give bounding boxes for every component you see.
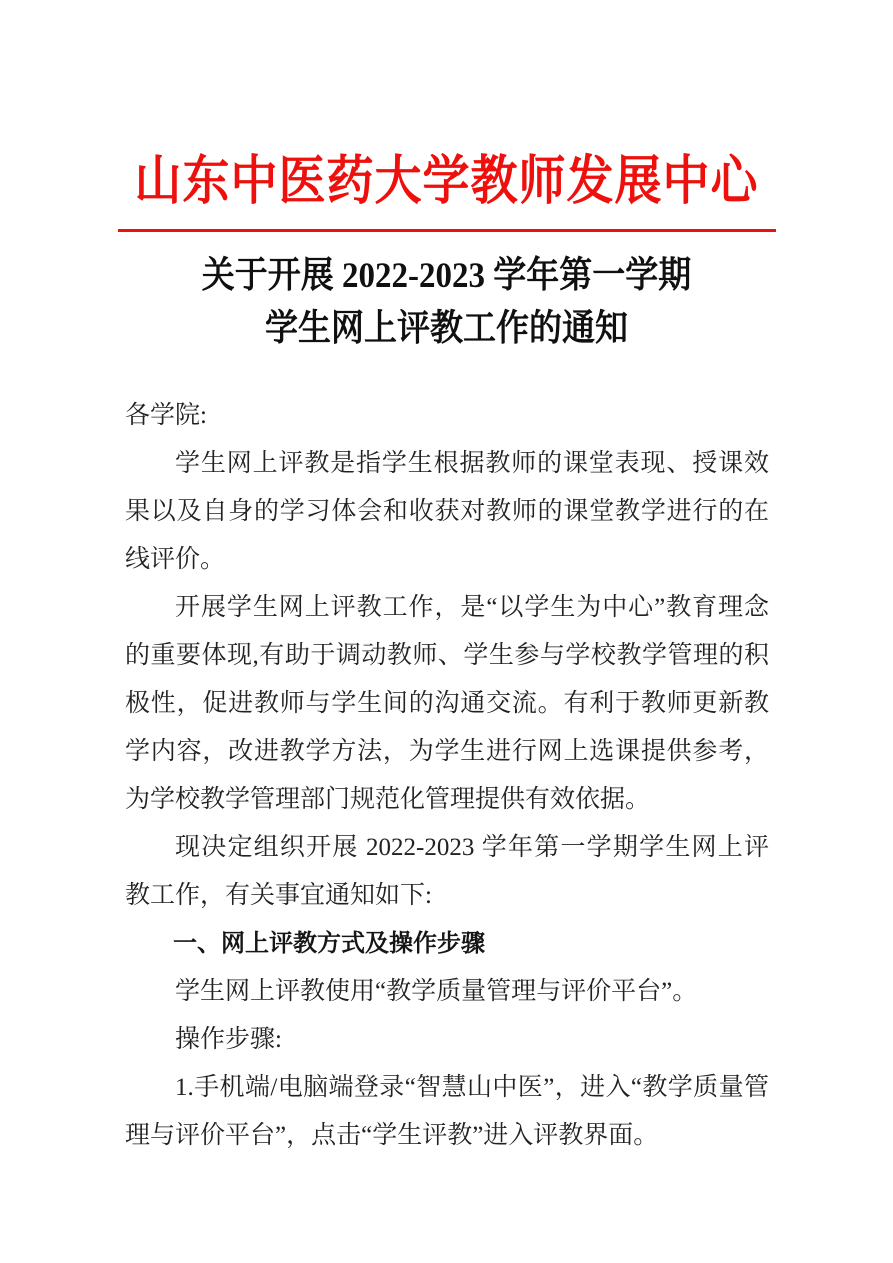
- doc-title-line1: [0, 250, 893, 303]
- letterhead-rule: [118, 229, 776, 232]
- letterhead-title: [0, 0, 893, 210]
- doc-title-line2: [0, 303, 893, 356]
- paragraph-purpose: 开展学生网上评教工作，是“以学生为中心”教育理念的重要体现,有助于调动教师、学生参与学校教学管理的积极性，促进教师与学生间的沟通交流。有利于教师更新教学内容，改进教学方法，为学生进行网上选课提供参考，为学校教学管理部门规范化管理提供有效依据。: [125, 594, 769, 813]
- paragraph-step-1: 1.手机端/电脑端登录“智慧山中医”，进入“教学质量管理与评价平台”，点击“学生评教”进入评教界面。: [125, 1074, 769, 1149]
- doc-title-line1-text: 关于开展 2022-2023 学年第一学期: [201, 256, 692, 296]
- paragraph-decision: 现决定组织开展 2022-2023 学年第一学期学生网上评教工作，有关事宜通知如下:: [125, 834, 769, 909]
- paragraph-steps-label: 操作步骤:: [175, 1026, 282, 1053]
- doc-body: [125, 392, 769, 1160]
- paragraph-platform: 学生网上评教使用“教学质量管理与评价平台”。: [175, 978, 698, 1005]
- paragraph-definition: 学生网上评教是指学生根据教师的课堂表现、授课效果以及自身的学习体会和收获对教师的课堂教学进行的在线评价。: [125, 450, 769, 573]
- salutation: 各学院:: [125, 402, 207, 429]
- letterhead-title-text: 山东中医药大学教师发展中心: [134, 152, 759, 212]
- doc-title-line2-text: 学生网上评教工作的通知: [265, 309, 628, 349]
- section-heading: 一、网上评教方式及操作步骤: [173, 930, 485, 957]
